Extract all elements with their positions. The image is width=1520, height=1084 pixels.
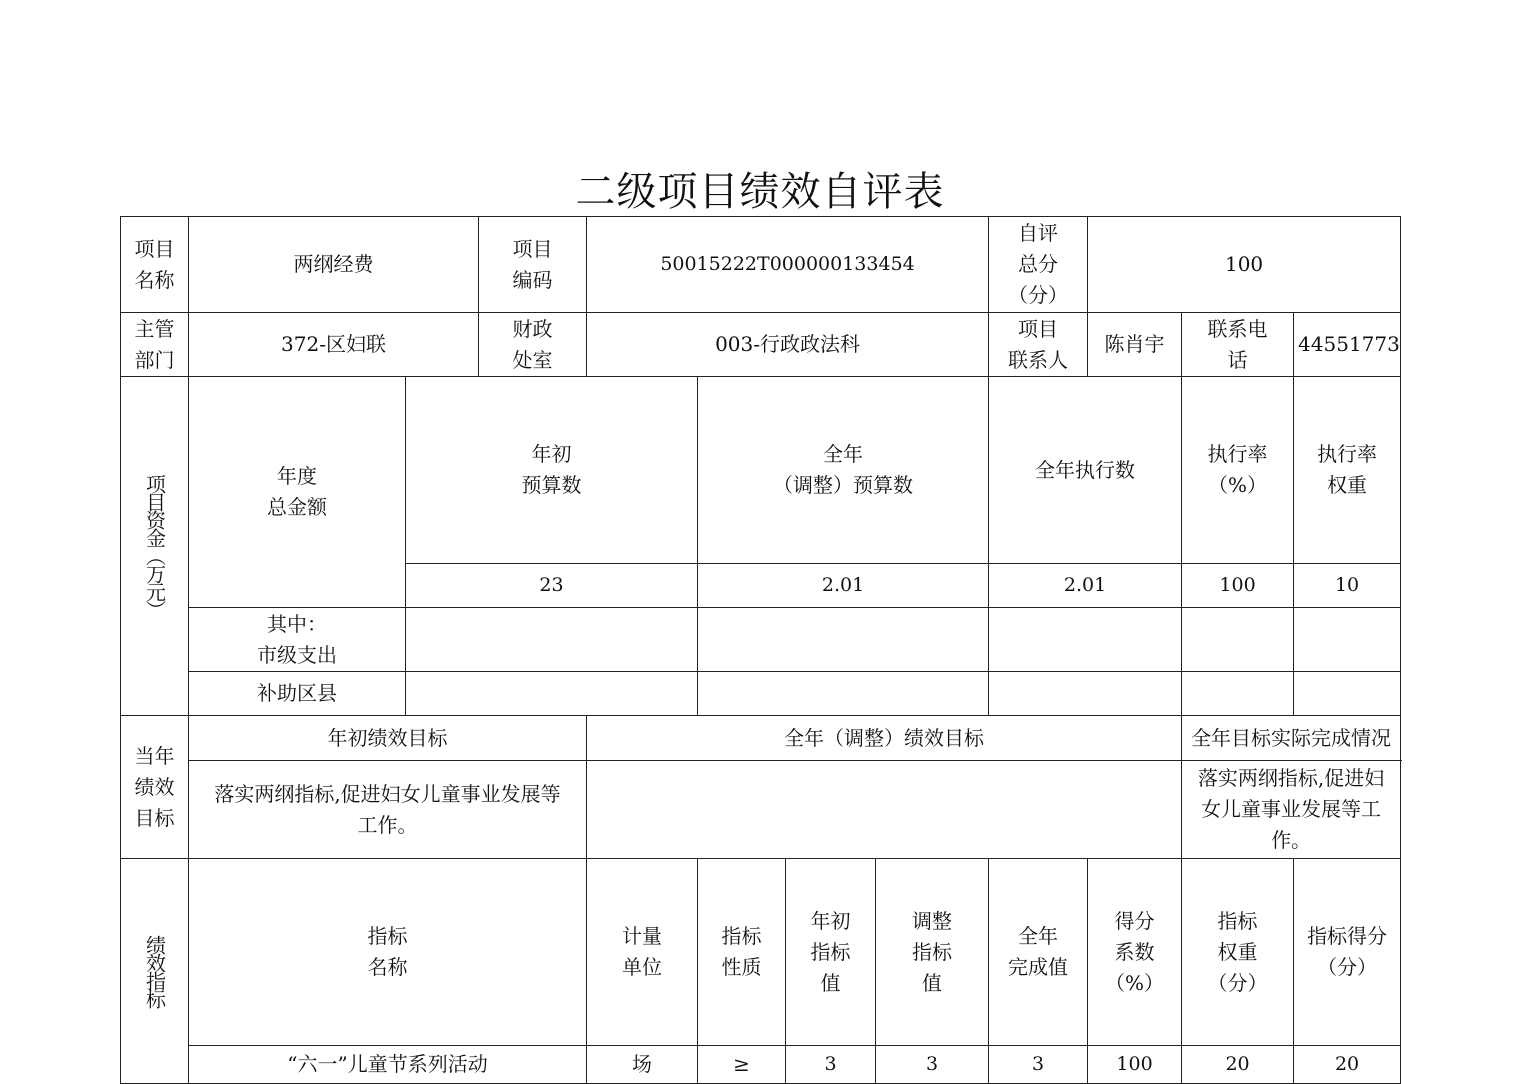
- indicator-initial: 3: [786, 1046, 876, 1084]
- row-dept-info: [121, 313, 1401, 377]
- value-initial-budget: 23: [406, 564, 698, 608]
- label-initial-budget: 年初 预算数: [406, 377, 698, 564]
- value-dept: 372-区妇联: [189, 313, 479, 377]
- row-city-spend: [121, 608, 1401, 672]
- empty-cell: [989, 672, 1182, 716]
- empty-cell: [1294, 672, 1401, 716]
- value-project-code: 50015222T000000133454: [587, 217, 989, 313]
- label-self-score: 自评 总分 （分）: [989, 217, 1088, 313]
- label-exec-weight: 执行率 权重: [1294, 377, 1401, 564]
- indicator-header-weight: 指标 权重 （分）: [1182, 859, 1294, 1046]
- label-goal-section: 当年 绩效 目标: [121, 716, 189, 859]
- indicator-unit: 场: [587, 1046, 698, 1084]
- label-dept: 主管 部门: [121, 313, 189, 377]
- empty-cell: [1294, 608, 1401, 672]
- row-goals-content: [121, 761, 1401, 859]
- performance-evaluation-table: [120, 216, 1401, 1084]
- indicator-adjusted: 3: [876, 1046, 989, 1084]
- label-executed: 全年执行数: [989, 377, 1182, 564]
- value-contact: 陈肖宇: [1088, 313, 1182, 377]
- value-phone: 44551773: [1294, 313, 1401, 377]
- row-subsidy: [121, 672, 1401, 716]
- label-annual-total: 年度 总金额: [189, 377, 406, 608]
- indicator-header-score: 指标得分 （分）: [1294, 859, 1401, 1046]
- indicator-completed: 3: [989, 1046, 1088, 1084]
- page-title: 二级项目绩效自评表: [575, 169, 945, 215]
- indicator-header-unit: 计量 单位: [587, 859, 698, 1046]
- value-adjusted-goal: [587, 761, 1182, 859]
- label-project-name: 项目 名称: [121, 217, 189, 313]
- indicator-nature: ≥: [698, 1046, 786, 1084]
- indicator-header-completed: 全年 完成值: [989, 859, 1088, 1046]
- label-initial-goal: 年初绩效目标: [189, 716, 587, 761]
- row-funds-header: [121, 377, 1401, 564]
- label-indicator-section: 绩效指标: [121, 859, 189, 1084]
- label-city-spend: 其中： 市级支出: [189, 608, 406, 672]
- label-finance-office: 财政 处室: [479, 313, 587, 377]
- value-self-score: 100: [1088, 217, 1401, 313]
- label-adjusted-budget: 全年 （调整）预算数: [698, 377, 989, 564]
- row-goals-header: [121, 716, 1401, 761]
- empty-cell: [406, 672, 698, 716]
- empty-cell: [406, 608, 698, 672]
- value-actual-goal: 落实两纲指标,促进妇女儿童事业发展等工作。: [1182, 761, 1401, 859]
- indicator-header-initial: 年初 指标 值: [786, 859, 876, 1046]
- label-contact: 项目 联系人: [989, 313, 1088, 377]
- row-indicator-header: [121, 859, 1401, 1046]
- indicator-header-nature: 指标 性质: [698, 859, 786, 1046]
- value-exec-rate: 100: [1182, 564, 1294, 608]
- indicator-header-adjusted: 调整 指标 值: [876, 859, 989, 1046]
- empty-cell: [1182, 672, 1294, 716]
- table-row: [121, 1046, 1401, 1084]
- indicator-name: “六一”儿童节系列活动: [189, 1046, 587, 1084]
- indicator-header-name: 指标 名称: [189, 859, 587, 1046]
- value-executed: 2.01: [989, 564, 1182, 608]
- label-subsidy: 补助区县: [189, 672, 406, 716]
- indicator-header-coefficient: 得分 系数 （%）: [1088, 859, 1182, 1046]
- label-phone: 联系电 话: [1182, 313, 1294, 377]
- row-project-info: [121, 217, 1401, 313]
- value-project-name: 两纲经费: [189, 217, 479, 313]
- label-exec-rate: 执行率 （%）: [1182, 377, 1294, 564]
- empty-cell: [698, 608, 989, 672]
- label-actual-goal: 全年目标实际完成情况: [1182, 716, 1401, 761]
- value-exec-weight: 10: [1294, 564, 1401, 608]
- label-project-code: 项目 编码: [479, 217, 587, 313]
- label-funds: 项目资金（万元）: [121, 377, 189, 716]
- value-finance-office: 003-行政政法科: [587, 313, 989, 377]
- value-adjusted-budget: 2.01: [698, 564, 989, 608]
- empty-cell: [989, 608, 1182, 672]
- label-adjusted-goal: 全年（调整）绩效目标: [587, 716, 1182, 761]
- indicator-weight: 20: [1182, 1046, 1294, 1084]
- empty-cell: [1182, 608, 1294, 672]
- indicator-coefficient: 100: [1088, 1046, 1182, 1084]
- value-initial-goal: 落实两纲指标,促进妇女儿童事业发展等工作。: [189, 761, 587, 859]
- indicator-score: 20: [1294, 1046, 1401, 1084]
- empty-cell: [698, 672, 989, 716]
